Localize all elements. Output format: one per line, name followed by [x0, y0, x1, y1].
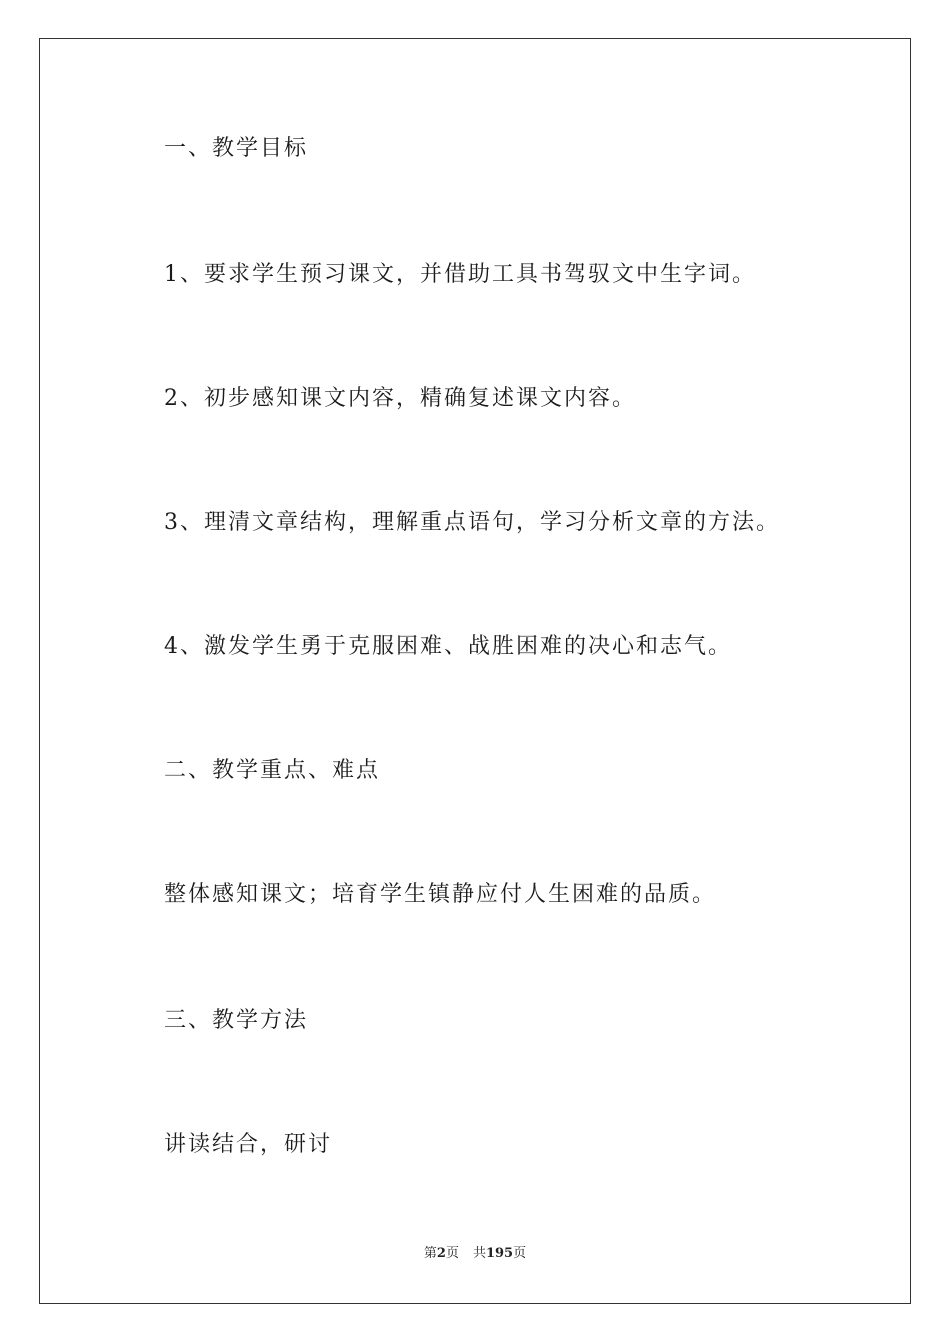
objective-item-2: 2、初步感知课文内容，精确复述课文内容。 — [164, 386, 636, 411]
footer-total-suffix: 页 — [513, 1246, 527, 1261]
section-heading-objectives: 一、教学目标 — [164, 136, 309, 161]
page-footer — [0, 1246, 950, 1262]
objective-item-1: 1、要求学生预习课文，并借助工具书驾驭文中生字词。 — [164, 262, 756, 287]
methods-text: 讲读结合，研讨 — [164, 1132, 333, 1157]
footer-page-suffix: 页 — [445, 1246, 459, 1261]
section-heading-key-points: 二、教学重点、难点 — [164, 758, 381, 783]
footer-total-prefix: 共 — [472, 1246, 486, 1261]
section-heading-methods: 三、教学方法 — [164, 1008, 309, 1033]
footer-page-prefix: 第 — [423, 1246, 437, 1261]
footer-page-number: 2 — [436, 1246, 446, 1261]
footer-total-pages: 195 — [485, 1246, 514, 1261]
key-points-text: 整体感知课文；培育学生镇静应付人生困难的品质。 — [164, 882, 717, 907]
page-frame — [39, 38, 911, 1304]
objective-item-4: 4、激发学生勇于克服困难、战胜困难的决心和志气。 — [164, 634, 732, 659]
objective-item-3: 3、理清文章结构，理解重点语句，学习分析文章的方法。 — [164, 510, 780, 535]
